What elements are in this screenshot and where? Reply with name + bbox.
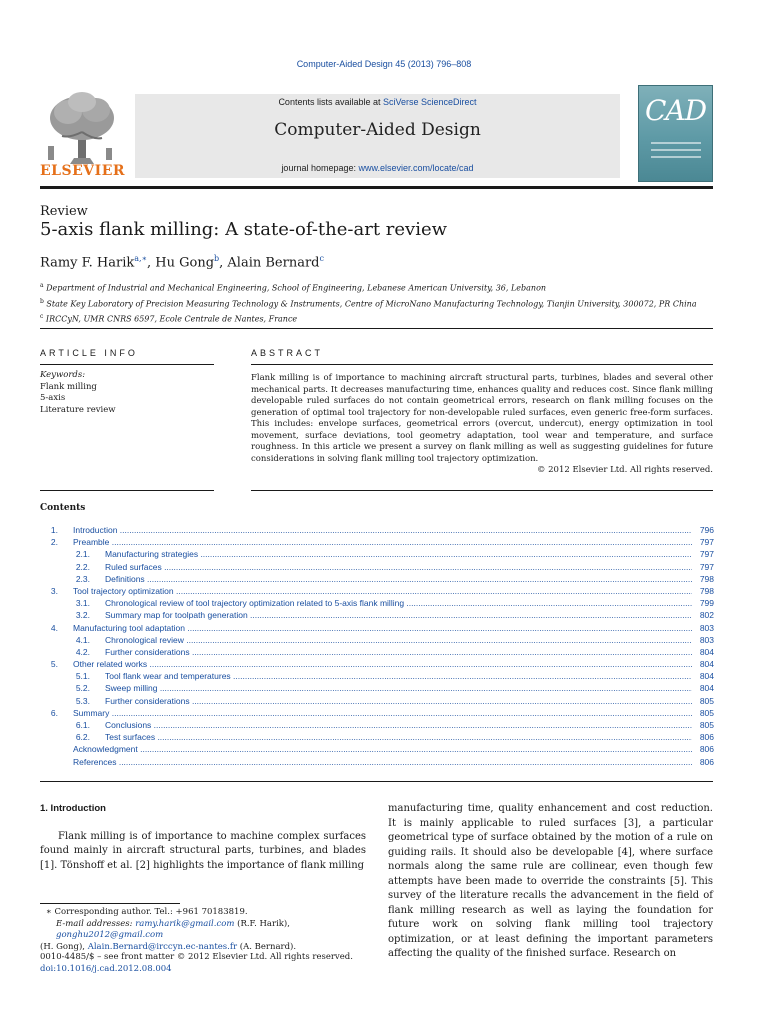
toc-entry-title[interactable]: Chronological review of tool trajectory optimization related to 5-axis flank milling ..... — [105, 597, 694, 609]
author-separator: , — [147, 255, 156, 271]
keyword: 5-axis — [40, 393, 66, 403]
footnotes — [40, 907, 366, 953]
toc-entry-page[interactable]: 806 — [692, 743, 714, 755]
toc-entry-page[interactable]: 804 — [692, 682, 714, 694]
abstract-body — [251, 373, 713, 477]
keyword: Literature review — [40, 404, 116, 415]
toc-entry-page[interactable]: 804 — [692, 658, 714, 670]
journal-homepage-line: journal homepage: www.elsevier.com/locate/cad — [281, 163, 474, 173]
doi-link[interactable]: doi:10.1016/j.cad.2012.08.004 — [40, 963, 172, 974]
toc-entry-page[interactable]: 804 — [692, 670, 714, 682]
author-affiliation-marker[interactable]: c — [319, 254, 324, 263]
toc-entry[interactable] — [40, 524, 714, 536]
affiliation — [40, 279, 697, 295]
issn-line: 0010-4485/$ – see front matter © 2012 Elsevier Ltd. All rights reserved. — [40, 952, 353, 962]
toc-entry[interactable] — [40, 573, 714, 585]
toc-entry[interactable] — [40, 682, 714, 694]
toc-entry-page[interactable]: 804 — [692, 646, 714, 658]
toc-entry-number: 5.1. — [75, 671, 90, 682]
toc-entry-title[interactable]: Tool trajectory optimization ..... — [73, 585, 694, 597]
toc-entry[interactable] — [40, 670, 714, 682]
toc-entry-page[interactable]: 797 — [692, 561, 714, 573]
toc-entry-page[interactable]: 803 — [692, 622, 714, 634]
toc-entry-number: 6. — [50, 707, 58, 718]
toc-entry-number: 5.2. — [75, 683, 90, 694]
article-info-bottom-rule — [40, 490, 214, 491]
article-info-label: ARTICLE INFO — [40, 348, 138, 358]
journal-name: Computer-Aided Design — [274, 120, 481, 140]
toc-entry-title[interactable]: Chronological review ..... — [105, 634, 694, 646]
toc-entry-number: 2. — [50, 537, 58, 548]
journal-citation[interactable]: Computer-Aided Design 45 (2013) 796–808 — [296, 59, 472, 69]
toc-entry-title[interactable]: Further considerations ..... — [105, 646, 694, 658]
toc-entry-title[interactable]: Acknowledgment ..... — [73, 743, 694, 755]
abstract-rule — [251, 364, 713, 365]
toc-entry-title[interactable]: Preamble ..... — [73, 536, 694, 548]
toc-entry-title[interactable]: Test surfaces ..... — [105, 731, 694, 743]
toc-entry-title[interactable]: Manufacturing tool adaptation ..... — [73, 622, 694, 634]
email-line: E-mail addresses: ramy.harik@gmail.com (R.F. Harik), gonghu2012@gmail.com — [56, 918, 290, 940]
toc-entry[interactable] — [40, 597, 714, 609]
keyword: Flank milling — [40, 381, 97, 392]
toc-entry-title[interactable]: Conclusions ..... — [105, 719, 694, 731]
contents-divider — [40, 781, 713, 782]
footnote-rule — [40, 903, 180, 904]
toc-entry[interactable] — [40, 585, 714, 597]
toc-entry-number: 2.3. — [75, 573, 90, 584]
affiliation-marker: b — [40, 297, 44, 305]
toc-entry[interactable] — [40, 536, 714, 548]
elsevier-wordmark: ELSEVIER — [40, 163, 126, 179]
affiliation-text: IRCCyN, UMR CNRS 6597, Ecole Centrale de Nantes, France — [45, 314, 298, 324]
author-affiliation-marker[interactable]: a,∗ — [134, 254, 147, 263]
article-type: Review — [40, 204, 88, 219]
toc-entry-page[interactable]: 797 — [692, 548, 714, 560]
toc-entry[interactable] — [40, 695, 714, 707]
affiliation-marker: c — [40, 313, 44, 321]
toc-entry[interactable] — [40, 622, 714, 634]
toc-entry[interactable] — [40, 731, 714, 743]
toc-entry-number: 4.1. — [75, 634, 90, 645]
title-divider — [40, 328, 713, 329]
contents-available-line: Contents lists available at SciVerse ScienceDirect — [278, 97, 477, 107]
toc-entry-number: 5. — [50, 659, 58, 670]
toc-entry-title[interactable]: Summary map for toolpath generation ..... — [105, 609, 694, 621]
issn-block — [40, 952, 353, 975]
affiliation-marker: a — [40, 282, 44, 289]
author-name: Alain Bernard — [227, 255, 320, 271]
toc-entry[interactable] — [40, 561, 714, 573]
email-link-harik[interactable]: ramy.harik@gmail.com — [135, 918, 235, 929]
toc-entry-number: 5.3. — [75, 695, 90, 706]
body-paragraph: Flank milling is of importance to machine complex surfaces found mainly in aircraft structural parts, turbines, and blades [1]. Tönshoff et al. [2] highlights the importance of flank milling — [40, 830, 366, 871]
toc-entry-page[interactable]: 805 — [692, 695, 714, 707]
toc-entry-number: 4. — [50, 622, 58, 633]
author-separator: , — [219, 255, 228, 271]
cover-title: CAD — [644, 94, 707, 127]
body-paragraph: manufacturing time, quality enhancement and cost reduction. It is mainly applicable to ruled surfaces [3], a particular geometrical type of surface obtained by the motion of a rule on guiding rails. It should also be developable [4], where surface normals along the same rule are collinear, even though few attempts have been made to override the constraints [5]. This survey of the literature recalls the advancement in the field of flank milling research as well as laying the foundation for future work on solving flank milling tool trajectory optimization, or at least defining the important parameters affecting the quality of the finished surface. Research on — [388, 803, 713, 959]
toc-entry-page[interactable]: 798 — [692, 585, 714, 597]
affiliation-list — [40, 279, 697, 326]
toc-entry-title[interactable]: Manufacturing strategies ..... — [105, 548, 694, 560]
toc-entry-page[interactable]: 805 — [692, 707, 714, 719]
body-column-left — [40, 802, 366, 873]
toc-entry-title[interactable]: References ..... — [73, 756, 694, 768]
toc-entry-number: 1. — [50, 525, 58, 535]
toc-entry-page[interactable]: 796 — [692, 524, 714, 536]
journal-banner — [135, 94, 620, 178]
toc-entry-number: 4.2. — [75, 646, 90, 657]
article-title: 5-axis flank milling: A state-of-the-art review — [40, 219, 448, 240]
toc-entry[interactable] — [40, 548, 714, 560]
affiliation — [40, 310, 697, 326]
toc-entry-number: 3.1. — [75, 598, 90, 609]
toc-entry-number: 6.1. — [75, 720, 90, 730]
keywords-block — [40, 370, 116, 416]
affiliation-text: State Key Laboratory of Precision Measuring Technology & Instruments, Centre of MicroNano Manufacturing Technology, Tianjin University, 300072, PR China — [46, 299, 697, 309]
toc-entry-title[interactable]: Tool flank wear and temperatures ..... — [105, 670, 694, 682]
author-name: Hu Gong — [155, 255, 215, 271]
toc-entry-title[interactable]: Further considerations ..... — [105, 695, 694, 707]
sciencedirect-link[interactable]: SciVerse ScienceDirect — [383, 97, 477, 107]
toc-entry[interactable] — [40, 707, 714, 719]
affiliation-text: Department of Industrial and Mechanical Engineering, School of Engineering, Lebanese American University, 36, Lebanon — [46, 283, 547, 293]
toc-entry-number: 2.1. — [75, 549, 90, 560]
toc-entry-page[interactable]: 799 — [692, 597, 714, 609]
journal-cover-image — [638, 85, 713, 182]
author-name: Ramy F. Harik — [40, 255, 135, 271]
toc-entry-title[interactable]: Summary ..... — [73, 707, 694, 719]
masthead-divider — [40, 186, 713, 189]
toc-entry-title[interactable]: Sweep milling ..... — [105, 682, 694, 694]
toc-entry-title[interactable]: Ruled surfaces ..... — [105, 561, 694, 573]
email-line-continued: (H. Gong), Alain.Bernard@irccyn.ec-nantes.fr (A. Bernard). — [40, 941, 297, 952]
toc-entry-title[interactable]: Definitions ..... — [105, 573, 694, 585]
toc-entry-title[interactable]: Other related works ..... — [73, 658, 694, 670]
toc-entry-number: 2.2. — [75, 561, 90, 572]
contents-heading: Contents — [40, 503, 86, 513]
journal-homepage-link[interactable]: www.elsevier.com/locate/cad — [358, 163, 474, 173]
abstract-text: Flank milling is of importance to machining aircraft structural parts, turbines, blades and several other mechanical parts. It decreases manufacturing time, enhances quality and reduces cost. Since flank milling developable ruled surfaces do not contain geometrical errors, research on flank milling focuses on the generation of optimal tool trajectory for non-developable ruled surfaces, even generic free-form surfaces. This includes: envelope surfaces, geometrical errors (overcut, undercut), energy optimization in tool movement, surface deviations, tool geometry adaptation, tool wear and temperature, and surface roughness. In this article we present a survey on flank milling as well as suggesting guidelines for future considerations in solving flank milling tool trajectory optimization. — [251, 373, 713, 464]
toc-entry[interactable] — [40, 719, 714, 731]
email-link-bernard[interactable]: Alain.Bernard@irccyn.ec-nantes.fr — [87, 941, 238, 952]
toc-entry-page[interactable]: 802 — [692, 609, 714, 621]
toc-entry[interactable] — [40, 756, 714, 768]
author-affiliation-marker[interactable]: b — [214, 254, 220, 263]
toc-entry-number: 3. — [50, 585, 58, 596]
toc-entry[interactable] — [40, 658, 714, 670]
body-column-right — [388, 802, 713, 962]
corresponding-author-note: ∗ Corresponding author. Tel.: +961 70183819. — [46, 907, 248, 917]
journal-masthead — [40, 84, 713, 185]
toc-entry-page[interactable]: 797 — [692, 536, 714, 548]
email-link-gong[interactable]: gonghu2012@gmail.com — [56, 930, 164, 940]
cover-decoration — [651, 142, 701, 163]
article-info-rule — [40, 364, 214, 365]
toc-entry-number: 3.2. — [75, 610, 90, 621]
affiliation — [40, 295, 697, 311]
table-of-contents — [40, 524, 714, 768]
abstract-bottom-rule — [251, 490, 713, 491]
toc-entry[interactable] — [40, 743, 714, 755]
toc-entry-page[interactable]: 806 — [692, 731, 714, 743]
toc-entry[interactable] — [40, 646, 714, 658]
author-list — [40, 254, 324, 270]
toc-entry-number: 6.2. — [75, 732, 90, 743]
toc-entry[interactable] — [40, 609, 714, 621]
toc-entry-page[interactable]: 803 — [692, 634, 714, 646]
toc-entry-page[interactable]: 798 — [692, 573, 714, 585]
toc-entry-page[interactable]: 806 — [692, 756, 714, 768]
keywords-label: Keywords: — [40, 370, 86, 380]
section-heading-introduction: 1. Introduction — [40, 803, 106, 814]
toc-entry-page[interactable]: 805 — [692, 719, 714, 731]
toc-entry[interactable] — [40, 634, 714, 646]
toc-entry-title[interactable]: Introduction ..... — [73, 524, 694, 536]
abstract-copyright: © 2012 Elsevier Ltd. All rights reserved. — [536, 465, 713, 475]
abstract-label: ABSTRACT — [251, 348, 324, 358]
